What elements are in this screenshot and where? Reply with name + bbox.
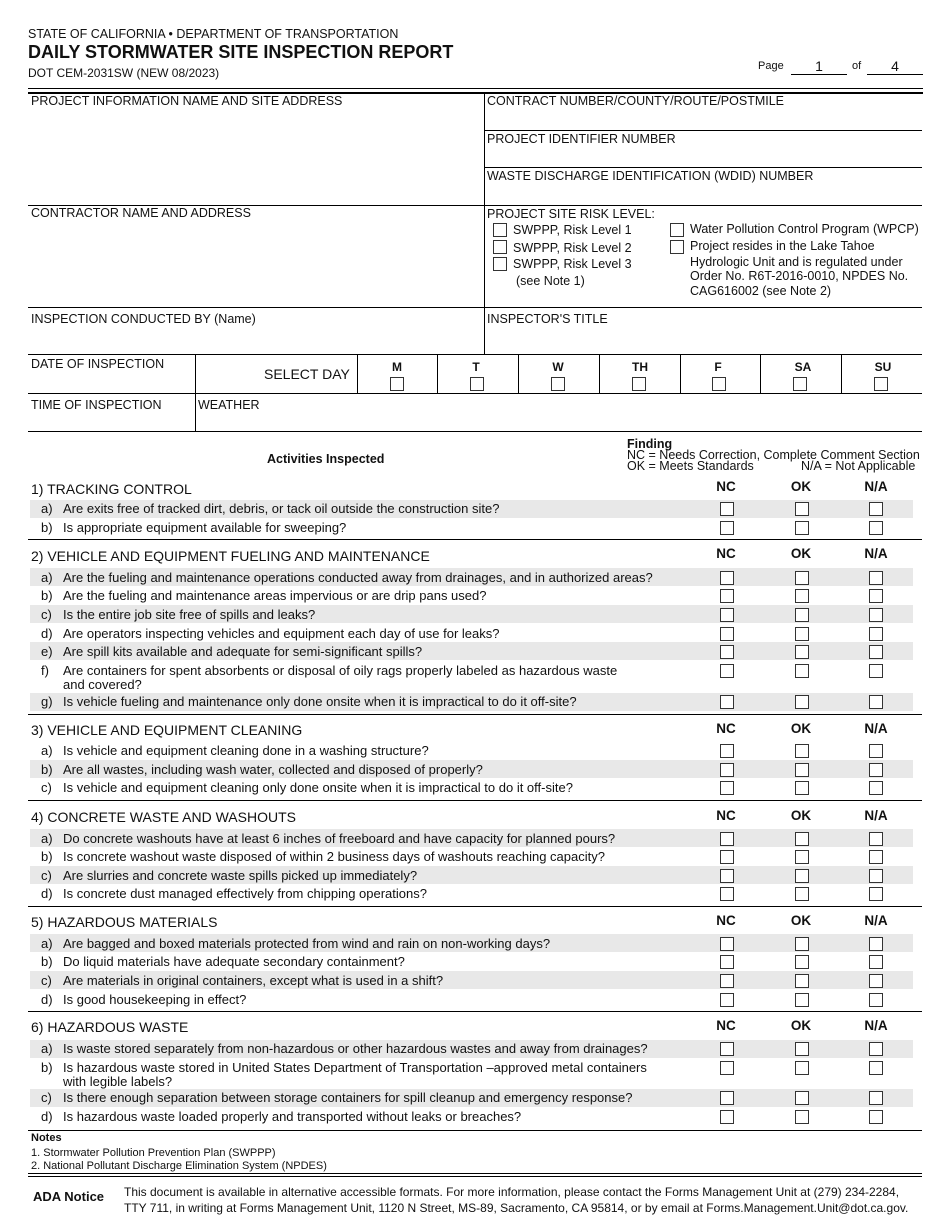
na-checkbox[interactable] <box>869 1110 883 1124</box>
ok-checkbox[interactable] <box>795 521 809 535</box>
question-letter: d) <box>41 626 53 641</box>
page-total-field[interactable]: 4 <box>867 58 923 75</box>
question-text: Are bagged and boxed materials protected from wind and rain on non-working days? <box>63 936 551 951</box>
wpcp-label: Water Pollution Control Program (WPCP) <box>690 222 919 236</box>
nc-checkbox[interactable] <box>720 781 734 795</box>
divider <box>760 355 761 393</box>
question-letter: a) <box>41 570 53 585</box>
ok-checkbox[interactable] <box>795 571 809 585</box>
question-letter: b) <box>41 1060 53 1075</box>
ok-column-header: OK <box>790 546 812 561</box>
question-letter: c) <box>41 868 52 883</box>
nc-checkbox[interactable] <box>720 1091 734 1105</box>
na-checkbox[interactable] <box>869 974 883 988</box>
tahoe-label-line1: Project resides in the Lake Tahoe <box>690 239 875 253</box>
nc-column-header: NC <box>716 721 736 736</box>
question-letter: a) <box>41 501 53 516</box>
divider <box>28 431 922 432</box>
question-letter: d) <box>41 1109 53 1124</box>
ok-checkbox[interactable] <box>795 1061 809 1075</box>
day-w-label: W <box>552 360 564 374</box>
ok-checkbox[interactable] <box>795 937 809 951</box>
question-text: Are operators inspecting vehicles and equipment each day of use for leaks? <box>63 626 500 641</box>
na-column-header: N/A <box>864 721 888 736</box>
divider <box>484 130 922 131</box>
section-title: 4) CONCRETE WASTE AND WASHOUTS <box>31 809 296 825</box>
na-checkbox[interactable] <box>869 832 883 846</box>
question-text: Are all wastes, including wash water, collected and disposed of properly? <box>63 762 483 777</box>
na-column-header: N/A <box>864 479 888 494</box>
na-column-header: N/A <box>864 808 888 823</box>
question-letter: d) <box>41 886 53 901</box>
nc-checkbox[interactable] <box>720 832 734 846</box>
nc-column-header: NC <box>716 546 736 561</box>
form-number: DOT CEM-2031SW (NEW 08/2023) <box>28 66 220 80</box>
section-title: 6) HAZARDOUS WASTE <box>31 1019 189 1035</box>
ok-column-header: OK <box>790 721 812 736</box>
day-th-label: TH <box>632 360 648 374</box>
risk-level-label: PROJECT SITE RISK LEVEL: <box>487 207 655 221</box>
divider <box>195 355 196 432</box>
nc-checkbox[interactable] <box>720 763 734 777</box>
na-checkbox[interactable] <box>869 781 883 795</box>
na-definition: N/A = Not Applicable <box>801 459 916 473</box>
select-day-label: SELECT DAY <box>264 366 350 382</box>
ok-checkbox[interactable] <box>795 1110 809 1124</box>
na-column-header: N/A <box>864 913 888 928</box>
question-text: Is hazardous waste loaded properly and transported without leaks or breaches? <box>63 1109 522 1124</box>
ok-checkbox[interactable] <box>795 502 809 516</box>
question-letter: c) <box>41 780 52 795</box>
inspected-by-label: INSPECTION CONDUCTED BY (Name) <box>31 312 256 326</box>
divider <box>28 1011 922 1012</box>
nc-column-header: NC <box>716 913 736 928</box>
na-column-header: N/A <box>864 1018 888 1033</box>
question-letter: b) <box>41 588 53 603</box>
question-letter: f) <box>41 663 49 678</box>
divider <box>28 539 922 540</box>
nc-checkbox[interactable] <box>720 955 734 969</box>
na-checkbox[interactable] <box>869 993 883 1007</box>
note-2: 2. National Pollutant Discharge Elimination System (NPDES) <box>31 1160 327 1172</box>
na-checkbox[interactable] <box>869 850 883 864</box>
question-text: Are the fueling and maintenance operations conducted away from drainages, and in authorized areas? <box>63 570 653 585</box>
ok-column-header: OK <box>790 479 812 494</box>
question-text: Is the entire job site free of spills and leaks? <box>63 607 316 622</box>
na-checkbox[interactable] <box>869 1091 883 1105</box>
ada-text-line2: TTY 711, in writing at Forms Management Unit, 1120 N Street, MS-89, Sacramento, CA 95814, or by email at Forms.Management.Unit@dot.ca.gov. <box>124 1201 909 1215</box>
risk1-checkbox[interactable] <box>493 223 507 237</box>
risk1-label: SWPPP, Risk Level 1 <box>513 223 632 237</box>
ok-checkbox[interactable] <box>795 781 809 795</box>
date-label: DATE OF INSPECTION <box>31 357 165 371</box>
page-current-field[interactable]: 1 <box>791 58 847 75</box>
nc-definition: NC = Needs Correction, Complete Comment Section <box>627 448 920 462</box>
agency-line: STATE OF CALIFORNIA • DEPARTMENT OF TRANSPORTATION <box>28 27 399 41</box>
of-label: of <box>852 60 862 72</box>
section-title: 2) VEHICLE AND EQUIPMENT FUELING AND MAINTENANCE <box>31 548 430 564</box>
divider <box>28 354 922 355</box>
question-letter: b) <box>41 520 53 535</box>
na-checkbox[interactable] <box>869 645 883 659</box>
question-text: Is there enough separation between storage containers for spill cleanup and emergency response? <box>63 1090 633 1105</box>
ada-text-line1: This document is available in alternative accessible formats. For more information, please contact the Forms Management Unit at (279) 234-2284, <box>124 1185 900 1199</box>
divider <box>28 800 922 801</box>
ok-column-header: OK <box>790 1018 812 1033</box>
na-checkbox[interactable] <box>869 937 883 951</box>
question-text: Are the fueling and maintenance areas impervious or are drip pans used? <box>63 588 487 603</box>
day-t-checkbox[interactable] <box>470 377 484 391</box>
divider <box>28 1176 922 1177</box>
day-f-label: F <box>714 360 722 374</box>
weather-label: WEATHER <box>198 398 260 412</box>
ok-checkbox[interactable] <box>795 993 809 1007</box>
day-w-checkbox[interactable] <box>551 377 565 391</box>
ada-notice-label: ADA Notice <box>33 1189 105 1204</box>
question-text: Do liquid materials have adequate secondary containment? <box>63 954 405 969</box>
na-checkbox[interactable] <box>869 763 883 777</box>
question-text: Do concrete washouts have at least 6 inches of freeboard and have capacity for planned pours? <box>63 831 616 846</box>
na-column-header: N/A <box>864 546 888 561</box>
nc-column-header: NC <box>716 479 736 494</box>
question-letter: b) <box>41 762 53 777</box>
ok-checkbox[interactable] <box>795 695 809 709</box>
divider <box>518 355 519 393</box>
day-sa-checkbox[interactable] <box>793 377 807 391</box>
nc-checkbox[interactable] <box>720 869 734 883</box>
form-title: DAILY STORMWATER SITE INSPECTION REPORT <box>28 42 454 62</box>
na-checkbox[interactable] <box>869 695 883 709</box>
day-m-checkbox[interactable] <box>390 377 404 391</box>
risk3-label: SWPPP, Risk Level 3 <box>513 257 632 271</box>
question-letter: a) <box>41 1041 53 1056</box>
question-text: Is waste stored separately from non-hazardous or other hazardous wastes and away from drainages? <box>63 1041 648 1056</box>
divider <box>437 355 438 393</box>
question-text: Are spill kits available and adequate for semi-significant spills? <box>63 644 423 659</box>
divider <box>28 307 922 308</box>
nc-checkbox[interactable] <box>720 571 734 585</box>
divider <box>357 355 358 393</box>
divider <box>28 714 922 715</box>
na-checkbox[interactable] <box>869 571 883 585</box>
ok-definition: OK = Meets Standards <box>627 459 754 473</box>
question-text: Are exits free of tracked dirt, debris, or tack oil outside the construction site? <box>63 501 500 516</box>
day-f-checkbox[interactable] <box>712 377 726 391</box>
section-title: 1) TRACKING CONTROL <box>31 481 192 497</box>
question-letter: c) <box>41 1090 52 1105</box>
contract-label: CONTRACT NUMBER/COUNTY/ROUTE/POSTMILE <box>487 94 785 108</box>
divider <box>28 1130 922 1131</box>
question-letter: d) <box>41 992 53 1007</box>
ok-checkbox[interactable] <box>795 645 809 659</box>
ok-checkbox[interactable] <box>795 869 809 883</box>
nc-checkbox[interactable] <box>720 589 734 603</box>
ok-checkbox[interactable] <box>795 1042 809 1056</box>
section-title: 3) VEHICLE AND EQUIPMENT CLEANING <box>31 722 303 738</box>
day-m-label: M <box>392 360 402 374</box>
ok-checkbox[interactable] <box>795 608 809 622</box>
nc-checkbox[interactable] <box>720 993 734 1007</box>
nc-column-header: NC <box>716 808 736 823</box>
note-1: 1. Stormwater Pollution Prevention Plan (SWPPP) <box>31 1147 276 1159</box>
question-text: Is appropriate equipment available for sweeping? <box>63 520 347 535</box>
day-sa-label: SA <box>794 360 812 374</box>
question-text: Is vehicle and equipment cleaning done in a washing structure? <box>63 743 429 758</box>
tahoe-checkbox[interactable] <box>670 240 684 254</box>
tahoe-label-line2: Hydrologic Unit and is regulated under <box>690 255 903 269</box>
day-su-label: SU <box>874 360 892 374</box>
nc-checkbox[interactable] <box>720 1061 734 1075</box>
question-letter: b) <box>41 849 53 864</box>
na-checkbox[interactable] <box>869 589 883 603</box>
na-checkbox[interactable] <box>869 955 883 969</box>
question-text: Is vehicle and equipment cleaning only done onsite when it is impractical to do it off-site? <box>63 780 573 795</box>
ok-checkbox[interactable] <box>795 955 809 969</box>
risk2-label: SWPPP, Risk Level 2 <box>513 241 632 255</box>
ok-column-header: OK <box>790 808 812 823</box>
ok-checkbox[interactable] <box>795 974 809 988</box>
ok-checkbox[interactable] <box>795 850 809 864</box>
time-label: TIME OF INSPECTION <box>31 398 162 412</box>
question-letter: b) <box>41 954 53 969</box>
question-letter: a) <box>41 936 53 951</box>
question-letter: c) <box>41 973 52 988</box>
nc-checkbox[interactable] <box>720 887 734 901</box>
ok-checkbox[interactable] <box>795 1091 809 1105</box>
divider <box>599 355 600 393</box>
na-checkbox[interactable] <box>869 887 883 901</box>
tahoe-label-line4: CAG616002 (see Note 2) <box>690 284 832 298</box>
nc-checkbox[interactable] <box>720 1110 734 1124</box>
nc-checkbox[interactable] <box>720 664 734 678</box>
na-checkbox[interactable] <box>869 869 883 883</box>
ok-checkbox[interactable] <box>795 744 809 758</box>
question-text: Is concrete dust managed effectively from chipping operations? <box>63 886 427 901</box>
contractor-label: CONTRACTOR NAME AND ADDRESS <box>31 206 251 220</box>
divider <box>484 167 922 168</box>
nc-checkbox[interactable] <box>720 608 734 622</box>
question-letter: a) <box>41 743 53 758</box>
question-letter: g) <box>41 694 53 709</box>
wpcp-checkbox[interactable] <box>670 223 684 237</box>
nc-checkbox[interactable] <box>720 974 734 988</box>
question-text-continued: and covered? <box>63 677 142 692</box>
finding-heading: Finding <box>627 437 673 451</box>
question-text: Is vehicle fueling and maintenance only done onsite when it is impractical to do it off-site? <box>63 694 577 709</box>
question-text: Are containers for spent absorbents or disposal of oily rags properly labeled as hazardous waste <box>63 663 618 678</box>
na-checkbox[interactable] <box>869 627 883 641</box>
na-checkbox[interactable] <box>869 502 883 516</box>
day-su-checkbox[interactable] <box>874 377 888 391</box>
question-text: Is concrete washout waste disposed of within 2 business days of washouts reaching capacity? <box>63 849 605 864</box>
na-checkbox[interactable] <box>869 744 883 758</box>
project-id-label: PROJECT IDENTIFIER NUMBER <box>487 132 676 146</box>
wdid-label: WASTE DISCHARGE IDENTIFICATION (WDID) NUMBER <box>487 169 814 183</box>
risk3-checkbox[interactable] <box>493 257 507 271</box>
see-note1-label: (see Note 1) <box>516 274 585 288</box>
activities-heading: Activities Inspected <box>267 452 385 466</box>
nc-checkbox[interactable] <box>720 695 734 709</box>
ok-column-header: OK <box>790 913 812 928</box>
nc-checkbox[interactable] <box>720 627 734 641</box>
na-checkbox[interactable] <box>869 608 883 622</box>
ok-checkbox[interactable] <box>795 589 809 603</box>
nc-checkbox[interactable] <box>720 850 734 864</box>
nc-checkbox[interactable] <box>720 502 734 516</box>
question-text-continued: with legible labels? <box>63 1074 173 1089</box>
ok-checkbox[interactable] <box>795 832 809 846</box>
ok-checkbox[interactable] <box>795 664 809 678</box>
na-checkbox[interactable] <box>869 664 883 678</box>
nc-checkbox[interactable] <box>720 937 734 951</box>
ok-checkbox[interactable] <box>795 763 809 777</box>
nc-checkbox[interactable] <box>720 521 734 535</box>
divider <box>28 1173 922 1174</box>
day-t-label: T <box>472 360 480 374</box>
nc-checkbox[interactable] <box>720 645 734 659</box>
divider <box>28 393 922 394</box>
ok-checkbox[interactable] <box>795 627 809 641</box>
risk2-checkbox[interactable] <box>493 240 507 254</box>
section-title: 5) HAZARDOUS MATERIALS <box>31 914 218 930</box>
day-th-checkbox[interactable] <box>632 377 646 391</box>
divider <box>680 355 681 393</box>
divider <box>28 906 922 907</box>
notes-title: Notes <box>31 1132 62 1144</box>
ok-checkbox[interactable] <box>795 887 809 901</box>
question-text: Is hazardous waste stored in United States Department of Transportation –approved metal containers <box>63 1060 647 1075</box>
page-label: Page <box>758 60 784 72</box>
question-letter: c) <box>41 607 52 622</box>
nc-column-header: NC <box>716 1018 736 1033</box>
tahoe-label-line3: Order No. R6T-2016-0010, NPDES No. <box>690 269 909 283</box>
question-letter: a) <box>41 831 53 846</box>
divider <box>841 355 842 393</box>
question-letter: e) <box>41 644 53 659</box>
nc-checkbox[interactable] <box>720 744 734 758</box>
divider <box>484 93 485 355</box>
project-info-label: PROJECT INFORMATION NAME AND SITE ADDRESS <box>31 94 343 108</box>
nc-checkbox[interactable] <box>720 1042 734 1056</box>
question-text: Are materials in original containers, except what is used in a shift? <box>63 973 444 988</box>
question-text: Is good housekeeping in effect? <box>63 992 247 1007</box>
na-checkbox[interactable] <box>869 1061 883 1075</box>
na-checkbox[interactable] <box>869 1042 883 1056</box>
na-checkbox[interactable] <box>869 521 883 535</box>
question-text: Are slurries and concrete waste spills picked up immediately? <box>63 868 418 883</box>
inspector-title-label: INSPECTOR'S TITLE <box>487 312 608 326</box>
divider <box>28 88 923 89</box>
